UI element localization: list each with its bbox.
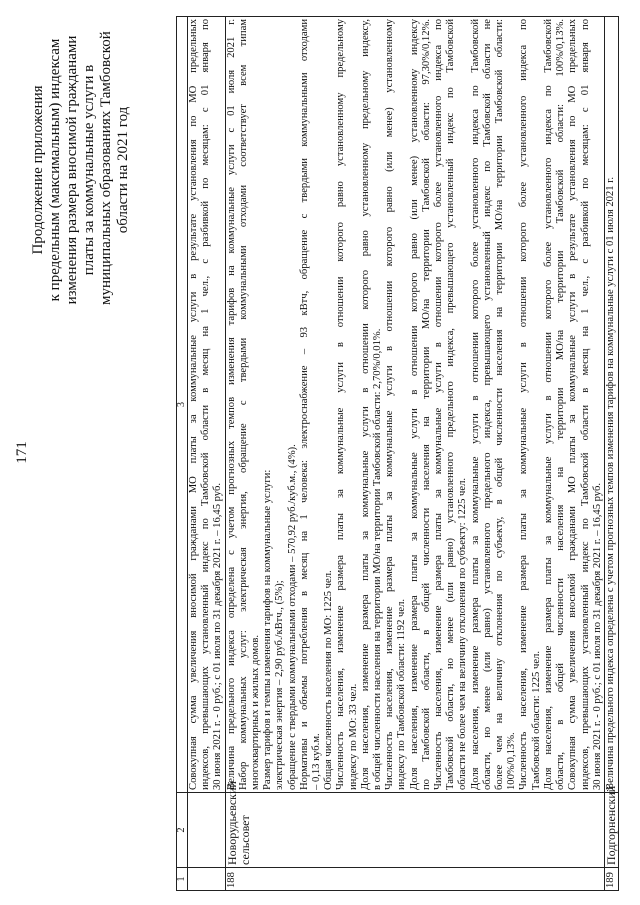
column-number-row [177, 17, 188, 891]
table-row [225, 17, 604, 891]
text-line: Тамбовской области, но менее (или равно) установленного предельного индекса, превышающего установленный индекс по Тамбовской [445, 19, 457, 790]
indices-table [176, 16, 619, 891]
text-line: 30 июня 2021 г. - 0 руб.; с 01 июля по 31 декабря 2021 г. – 16,45 руб. [212, 483, 224, 790]
text-line: Численность населения, изменение размера платы за коммунальные услуги в отношении которого более установленного индекса по [433, 19, 445, 790]
header-line: Продолжение приложения [30, 85, 46, 255]
text-line: Общая численность населения по МО: 1225 чел. [323, 570, 335, 790]
text-line: обращение с твердыми коммунальными отходами – 570,92 руб./куб.м., (4%). [286, 444, 298, 790]
header-line: муниципальных образованиях Тамбовской [98, 31, 114, 305]
text-line: Набор коммунальных услуг: электрическая энергия, обращение с твердыми коммунальными отходами соответствует всем типам [237, 19, 249, 790]
text-line: – 0,13 куб.м. [311, 733, 323, 790]
text-line: Доля населения, изменение размера платы за коммунальные услуги в отношении которого равно установленному предельному индексу, [359, 19, 371, 790]
text-line: Доля населения, изменение размера платы за коммунальные услуги в отношении которого более установленного индекса по Тамбовской [469, 19, 481, 790]
text-line: области, в общей численности населения на территории МО/на территории Тамбовской области: 100%/0,13%. [555, 19, 567, 790]
header-line: изменения размера вносимой гражданами [64, 35, 80, 305]
header-line: к предельным (максимальным) индексам [47, 38, 63, 302]
table-row [188, 17, 226, 891]
text-line: по Тамбовской области, в общей численности населения на территории МО/на территории Тамбовской области: 97,30%/0,12%. [420, 19, 432, 790]
text-line: многоквартирных и жилых домов. [250, 634, 262, 790]
text-line: индексов, превышающих установленный индекс по Тамбовской области в месяц на 1 чел., с разбивкой по месяцам: с 01 января по [200, 19, 212, 790]
header-line: платы за коммунальные услуги в [81, 64, 97, 276]
text-line: Численность населения, изменение размера платы за коммунальные услуги в отношении которого равно установленному предельному [335, 19, 347, 790]
text-line: электрическая энергия – 2,90 руб./кВтч., (5%); [274, 580, 286, 790]
text-line: 30 июня 2021 г. - 0 руб.; с 01 июля по 31 декабря 2021 г. – 16,45 руб. [591, 483, 603, 790]
text-line: Совокупная сумма увеличения вносимой гражданами МО платы за коммунальные услуги в результате установления по МО предельных [567, 19, 579, 790]
text-line: Размер тарифов и темпы изменения тарифов на коммунальные услуги: [262, 469, 274, 790]
row-number: 189 [604, 868, 618, 891]
municipality-name: Подгорненский [604, 793, 618, 868]
appendix-header [30, 31, 132, 305]
text-line: более чем на величину отклонения по субъекту, в общей численности населения на территории МО/на территории Тамбовской области: [494, 19, 506, 790]
text-line: индексу по Тамбовской области: 1192 чел. [396, 598, 408, 790]
text-line: Тамбовской области: 1225 чел. [530, 651, 542, 790]
text-line: 100%/0,13%. [506, 732, 518, 790]
column-number: 1 [177, 868, 188, 891]
text-line: индексов, превышающих установленный индекс по Тамбовской области в месяц на 1 чел., с разбивкой по месяцам: с 01 января по [579, 19, 591, 790]
municipality-name: Новорудьевский сельсовет [225, 793, 604, 868]
text-line: Доля населения, изменение размера платы за коммунальные услуги в отношении которого более установленного индекса по Тамбовской [542, 19, 554, 790]
municipality-name [188, 793, 226, 868]
row-number [188, 868, 226, 891]
page-number: 171 [14, 441, 30, 464]
table-row [604, 17, 618, 891]
row-description [604, 17, 618, 793]
text-line: Численность населения, изменение размера платы за коммунальные услуги в отношении которого равно (или менее) установленному [384, 19, 396, 790]
text-line: области, но менее (или равно) установленного предельного индекса, превышающего установленный индекс по Тамбовской области не [481, 19, 493, 790]
text-line: Численность населения, изменение размера платы за коммунальные услуги в отношении которого более установленного индекса по [518, 19, 530, 790]
text-line: Нормативы и объемы потребления в месяц на 1 человека: электроснабжение – 93 кВтч, обращение с твердыми коммунальными отходами [298, 19, 310, 790]
text-line: Величина предельного индекса определена с учетом прогнозных темпов изменения тарифов на коммунальные услуги с 01 июля 2021 г. [225, 19, 237, 790]
text-line: Величина предельного индекса определена с учетом прогнозных темпов изменения тарифов на коммунальные услуги с 01 июля 2021 г. [604, 177, 616, 790]
text-line: в общей численности населения на территории МО/на территории Тамбовской области: 2,70%/0,01%. [372, 328, 384, 790]
header-line: области на 2021 год [115, 106, 131, 234]
row-description [225, 17, 604, 793]
text-line: индексу по МО: 33 чел. [347, 683, 359, 790]
row-description [188, 17, 226, 793]
text-line: Совокупная сумма увеличения вносимой гражданами МО платы за коммунальные услуги в результате установления по МО предельных [188, 19, 199, 790]
column-number: 2 [177, 793, 188, 868]
text-line: области не более чем на величину отклонения по субъекту: 1225 чел. [457, 477, 469, 790]
text-line: Доля населения, изменение размера платы за коммунальные услуги в отношении которого равно (или менее) установленному индексу [408, 19, 420, 790]
row-number: 188 [225, 868, 604, 891]
column-number: 3 [177, 17, 188, 793]
